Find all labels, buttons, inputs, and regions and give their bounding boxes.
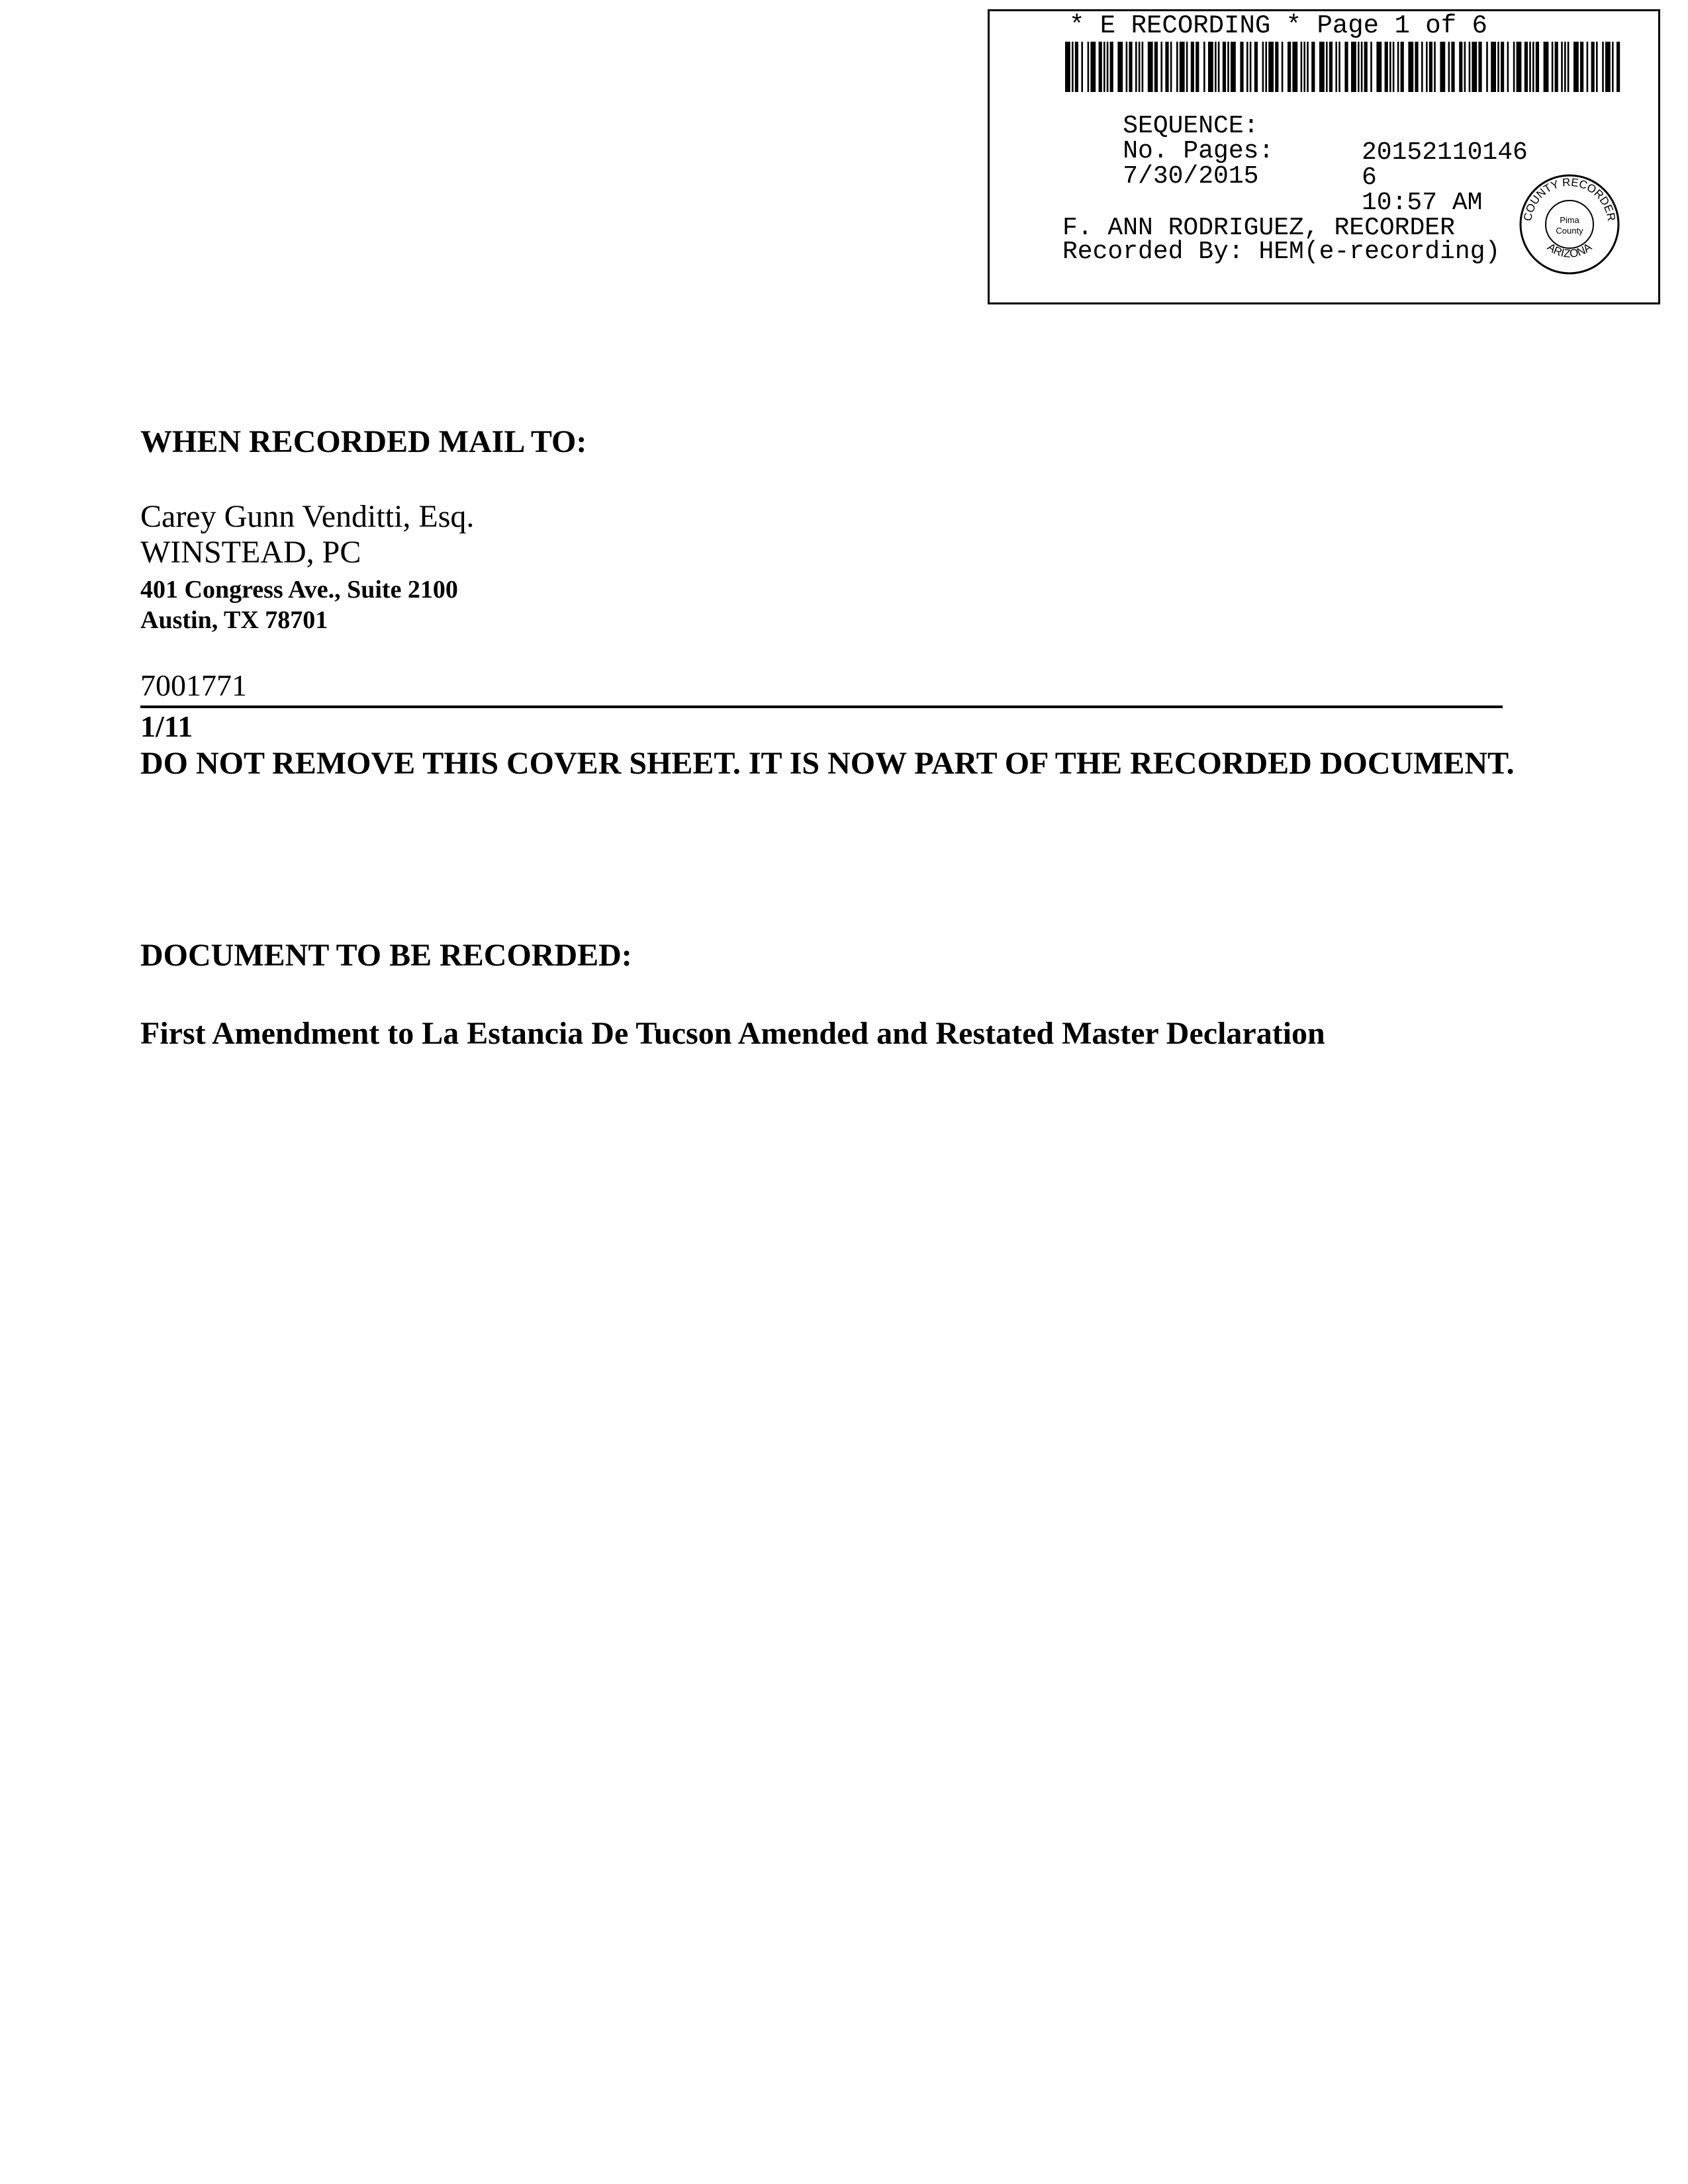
barcode-bar bbox=[1275, 42, 1278, 92]
barcode-bar bbox=[1129, 42, 1132, 92]
barcode-bar bbox=[1513, 42, 1515, 92]
barcode-bar bbox=[1227, 42, 1229, 92]
barcode-bar bbox=[1240, 42, 1243, 92]
barcode-bar bbox=[1303, 42, 1305, 92]
document-heading: DOCUMENT TO BE RECORDED: bbox=[140, 938, 632, 973]
pages-label: No. Pages: bbox=[1123, 137, 1274, 165]
stamp-header: * E RECORDING * Page 1 of 6 bbox=[1069, 11, 1487, 40]
barcode-bar bbox=[1154, 42, 1158, 92]
barcode-bar bbox=[1311, 42, 1315, 92]
barcode-bar bbox=[1421, 42, 1423, 92]
barcode-bar bbox=[1262, 42, 1264, 92]
recorder-name: F. ANN RODRIGUEZ, RECORDER bbox=[1062, 214, 1455, 242]
barcode-bar bbox=[1250, 42, 1252, 92]
recording-date: 7/30/2015 bbox=[1123, 162, 1259, 191]
barcode-bar bbox=[1351, 42, 1356, 92]
barcode-bar bbox=[1223, 42, 1226, 92]
barcode-bar bbox=[1148, 42, 1153, 92]
barcode-bar bbox=[1478, 42, 1481, 92]
barcode-bar bbox=[1497, 42, 1499, 92]
barcode-bar bbox=[1561, 42, 1563, 92]
barcode-bar bbox=[1617, 42, 1620, 92]
barcode-bar bbox=[1180, 42, 1185, 92]
barcode-bar bbox=[1282, 42, 1284, 92]
barcode-bar bbox=[1170, 42, 1172, 92]
barcode-bar bbox=[1580, 42, 1583, 92]
recording-stamp bbox=[988, 9, 1660, 304]
barcode-bar bbox=[1524, 42, 1528, 92]
barcode-bar bbox=[1364, 42, 1368, 92]
addressee-street: 401 Congress Ave., Suite 2100 bbox=[140, 576, 458, 604]
barcode-bar bbox=[1507, 42, 1509, 92]
barcode-bar bbox=[1135, 42, 1137, 92]
barcode-bar bbox=[1110, 42, 1113, 92]
barcode-bar bbox=[1246, 42, 1248, 92]
barcode-bar bbox=[1265, 42, 1267, 92]
barcode-bar bbox=[1160, 42, 1162, 92]
barcode-bar bbox=[1358, 42, 1360, 92]
divider-line bbox=[140, 705, 1503, 708]
barcode-bar bbox=[1254, 42, 1258, 92]
barcode-bar bbox=[1415, 42, 1418, 92]
barcode-bar bbox=[1397, 42, 1399, 92]
barcode-bar bbox=[1103, 42, 1105, 92]
mail-to-heading: WHEN RECORDED MAIL TO: bbox=[140, 424, 587, 459]
barcode-bar bbox=[1344, 42, 1348, 92]
barcode-bar bbox=[1426, 42, 1428, 92]
barcode-bar bbox=[1335, 42, 1337, 92]
barcode-bar bbox=[1139, 42, 1141, 92]
barcode-bar bbox=[1088, 42, 1090, 92]
barcode-bar bbox=[1591, 42, 1595, 92]
barcode-bar bbox=[1429, 42, 1432, 92]
barcode-bar bbox=[1338, 42, 1340, 92]
barcode-bar bbox=[1568, 42, 1570, 92]
barcode-bar bbox=[1090, 42, 1096, 92]
barcode-bar bbox=[1501, 42, 1504, 92]
barcode-bar bbox=[1126, 42, 1128, 92]
barcode-bar bbox=[1307, 42, 1309, 92]
barcode-bar bbox=[1459, 42, 1462, 92]
barcode-bar bbox=[1469, 42, 1471, 92]
barcode-bar bbox=[1555, 42, 1558, 92]
barcode-bar bbox=[1552, 42, 1554, 92]
barcode-bar bbox=[1288, 42, 1291, 92]
reference-number: 7001771 bbox=[140, 668, 247, 702]
svg-text:ARIZONA bbox=[1545, 240, 1595, 260]
barcode bbox=[1065, 42, 1621, 92]
barcode-bar bbox=[1117, 42, 1123, 92]
barcode-bar bbox=[1401, 42, 1404, 92]
barcode-bar bbox=[1544, 42, 1549, 92]
barcode-bar bbox=[1517, 42, 1522, 92]
barcode-bar bbox=[1099, 42, 1102, 92]
barcode-bar bbox=[1231, 42, 1236, 92]
barcode-bar bbox=[1605, 42, 1611, 92]
seal-text-center-2: County bbox=[1556, 226, 1583, 236]
barcode-bar bbox=[1107, 42, 1109, 92]
barcode-bar bbox=[1385, 42, 1388, 92]
seal-text-top: COUNTY RECORDER bbox=[1521, 175, 1618, 222]
recorded-by: Recorded By: HEM(e-recording) bbox=[1062, 238, 1501, 266]
barcode-bar bbox=[1191, 42, 1194, 92]
barcode-bar bbox=[1448, 42, 1450, 92]
cover-sheet-warning: DO NOT REMOVE THIS COVER SHEET. IT IS NOW PART OF THE RECORDED DOCUMENT. bbox=[140, 746, 1515, 781]
barcode-bar bbox=[1081, 42, 1083, 92]
barcode-bar bbox=[1440, 42, 1445, 92]
barcode-bar bbox=[1596, 42, 1598, 92]
seal-text-bottom: ARIZONA bbox=[1544, 240, 1595, 261]
barcode-bar bbox=[1486, 42, 1488, 92]
barcode-bar bbox=[1329, 42, 1333, 92]
barcode-bar bbox=[1472, 42, 1477, 92]
barcode-bar bbox=[1529, 42, 1531, 92]
county-seal-icon bbox=[1517, 171, 1622, 277]
barcode-bar bbox=[1292, 42, 1297, 92]
barcode-bar bbox=[1602, 42, 1604, 92]
barcode-bar bbox=[1208, 42, 1213, 92]
barcode-bar bbox=[1389, 42, 1391, 92]
barcode-bar bbox=[1268, 42, 1274, 92]
barcode-bar bbox=[1408, 42, 1413, 92]
barcode-bar bbox=[1176, 42, 1178, 92]
addressee-name: Carey Gunn Venditti, Esq. bbox=[140, 499, 475, 534]
barcode-bar bbox=[1301, 42, 1303, 92]
sequence-label: SEQUENCE: bbox=[1123, 112, 1259, 140]
barcode-bar bbox=[1393, 42, 1395, 92]
barcode-bar bbox=[1075, 42, 1078, 92]
barcode-bar bbox=[1218, 42, 1220, 92]
barcode-bar bbox=[1065, 42, 1070, 92]
barcode-bar bbox=[1215, 42, 1217, 92]
document-title: First Amendment to La Estancia De Tucson Amended and Restated Master Declaration bbox=[140, 1016, 1325, 1051]
page-reference: 1/11 bbox=[140, 709, 193, 743]
barcode-bar bbox=[1142, 42, 1144, 92]
barcode-bar bbox=[1319, 42, 1325, 92]
barcode-bar bbox=[1196, 42, 1199, 92]
barcode-bar bbox=[1612, 42, 1614, 92]
barcode-bar bbox=[1491, 42, 1496, 92]
barcode-bar bbox=[1536, 42, 1539, 92]
barcode-bar bbox=[1451, 42, 1454, 92]
barcode-bar bbox=[1370, 42, 1372, 92]
barcode-bar bbox=[1326, 42, 1328, 92]
barcode-bar bbox=[1376, 42, 1382, 92]
barcode-bar bbox=[1434, 42, 1436, 92]
seal-text-center-1: Pima bbox=[1560, 215, 1579, 225]
barcode-bar bbox=[1564, 42, 1566, 92]
pages-value: 6 bbox=[1362, 163, 1377, 192]
barcode-bar bbox=[1165, 42, 1168, 92]
barcode-bar bbox=[1072, 42, 1074, 92]
barcode-bar bbox=[1573, 42, 1579, 92]
barcode-bar bbox=[1203, 42, 1205, 92]
recording-time: 10:57 AM bbox=[1362, 189, 1483, 217]
barcode-bar bbox=[1587, 42, 1589, 92]
addressee-city: Austin, TX 78701 bbox=[140, 606, 328, 634]
barcode-bar bbox=[1532, 42, 1534, 92]
addressee-firm: WINSTEAD, PC bbox=[140, 535, 361, 570]
sequence-value: 20152110146 bbox=[1362, 138, 1528, 167]
barcode-bar bbox=[1464, 42, 1466, 92]
barcode-bar bbox=[1186, 42, 1188, 92]
barcode-bar bbox=[1361, 42, 1363, 92]
